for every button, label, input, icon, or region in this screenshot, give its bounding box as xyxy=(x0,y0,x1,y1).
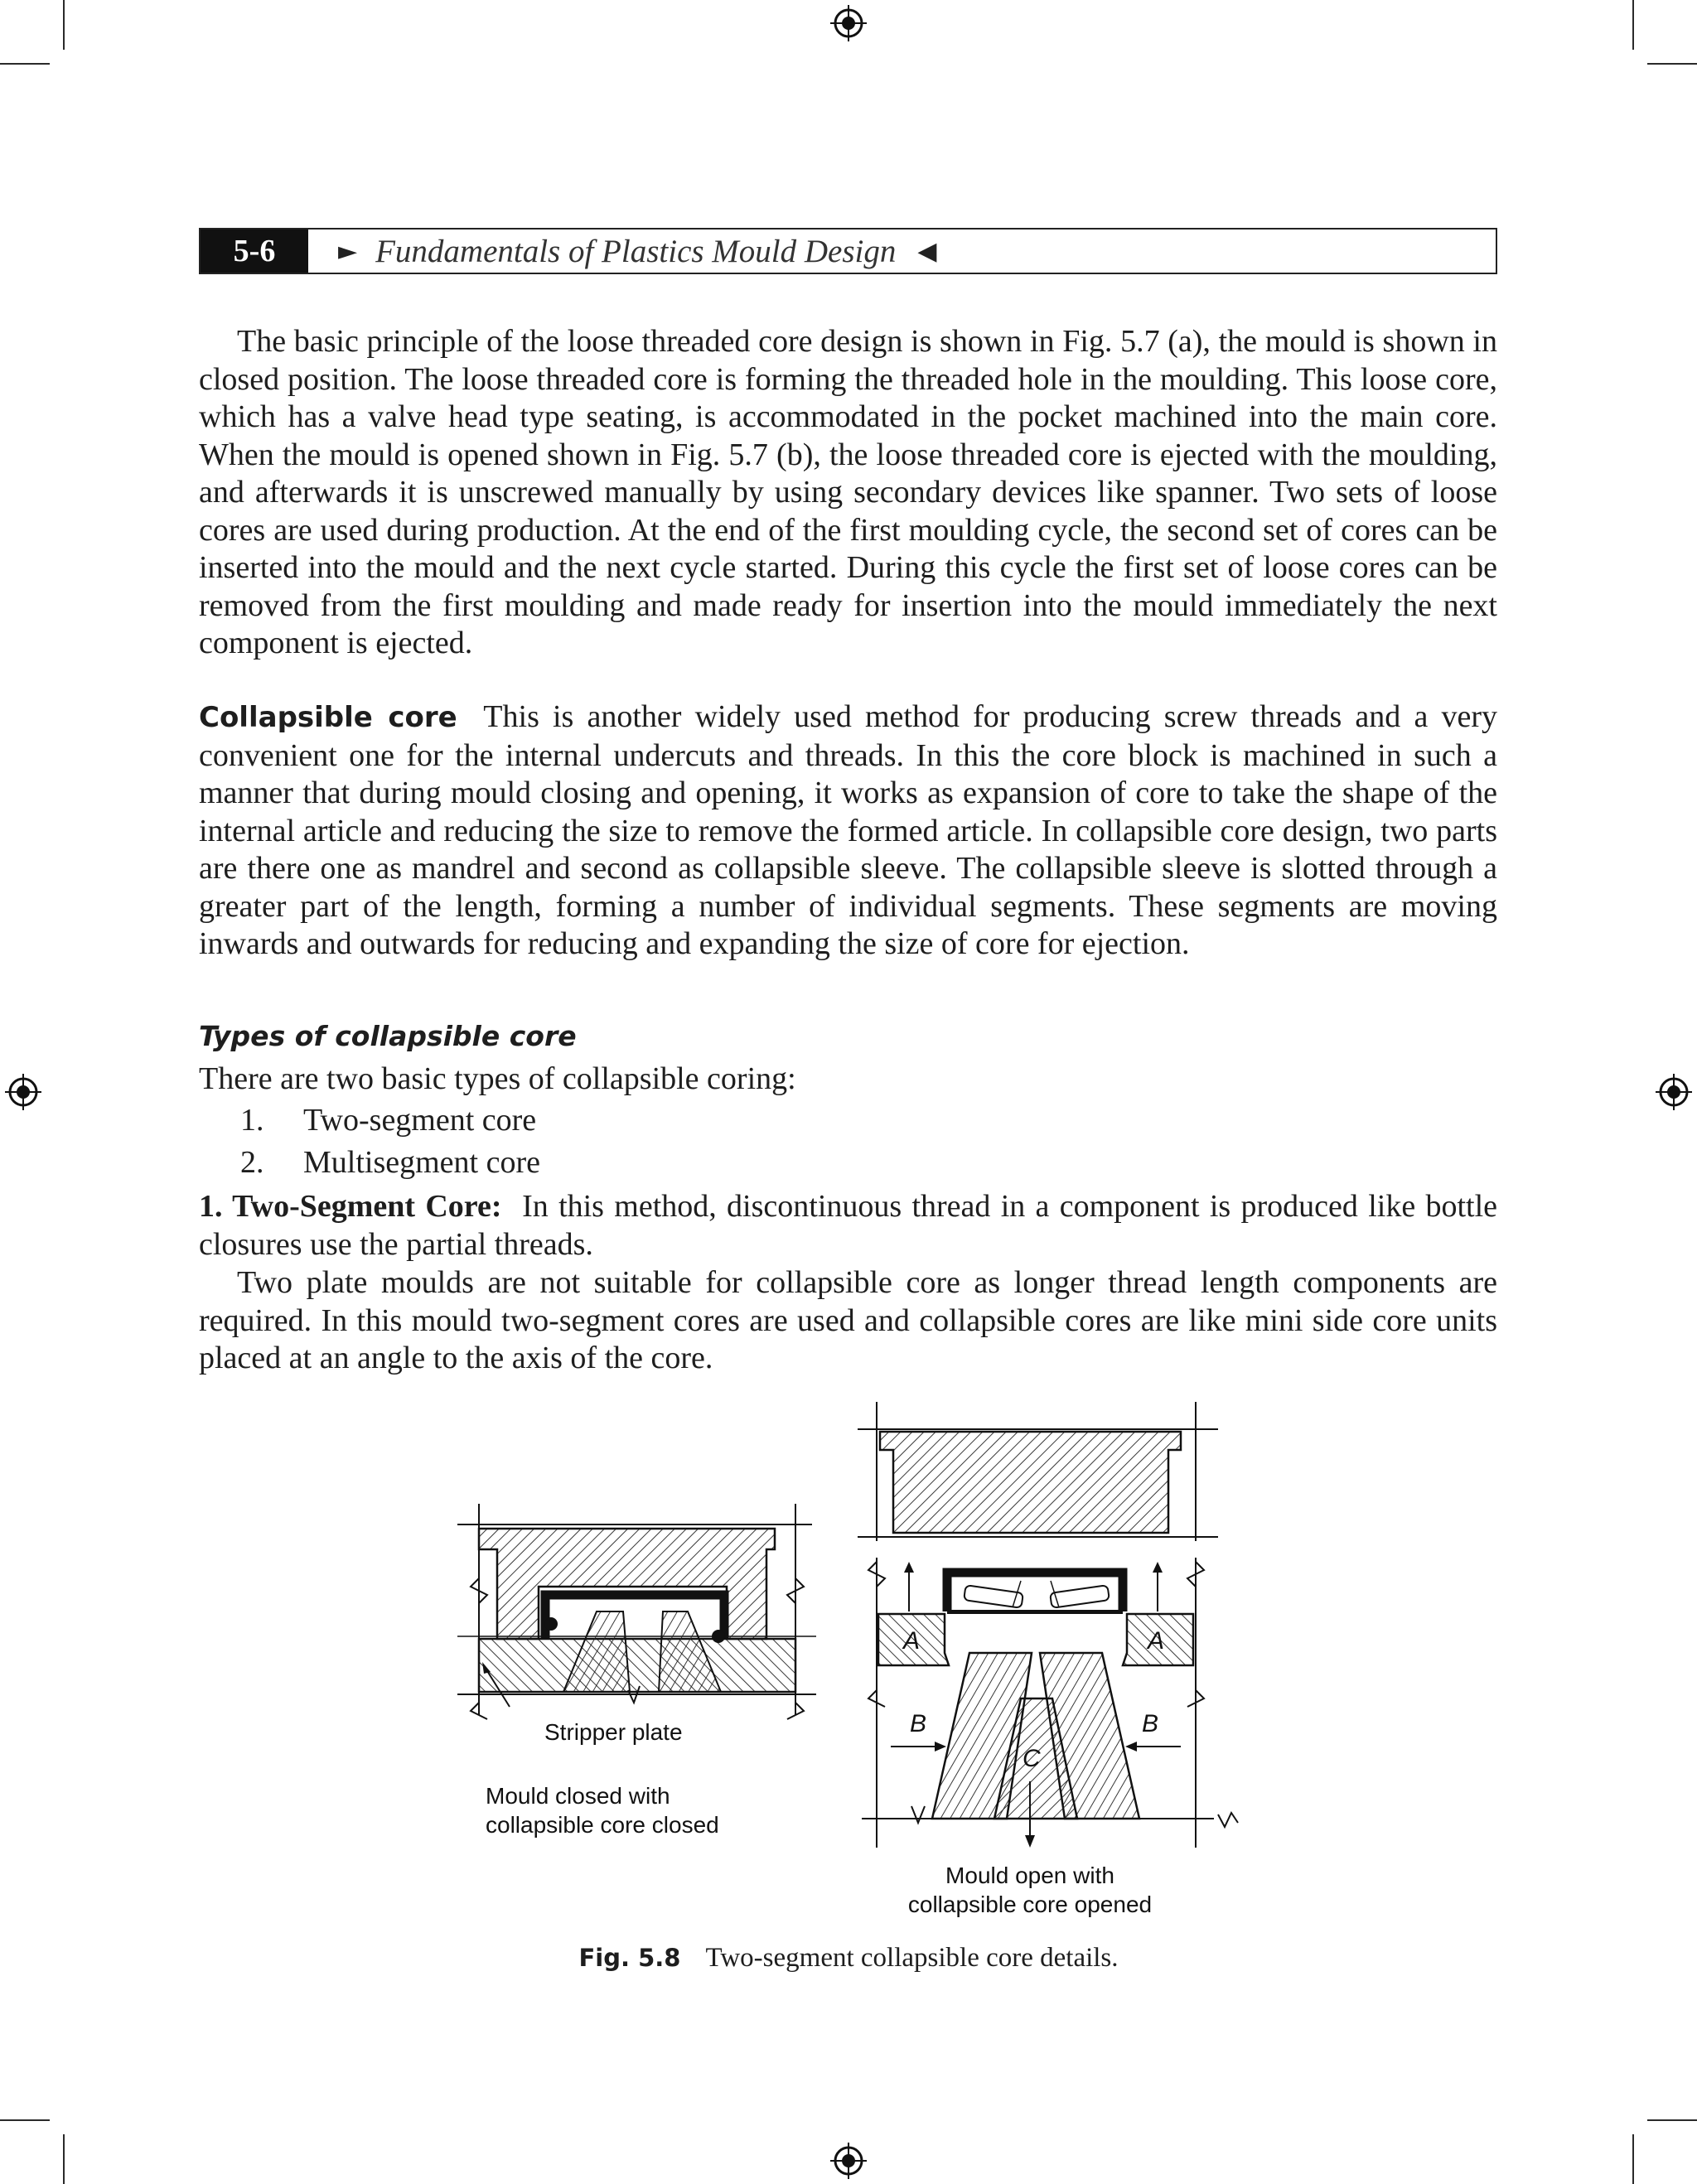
right-caption-line2: collapsible core opened xyxy=(907,1892,1153,1917)
registration-mark-icon xyxy=(5,1074,41,1110)
left-triangle-icon: ◀ xyxy=(917,236,937,266)
paragraph-two-plate: Two plate moulds are not suitable for collapsible core as longer thread length components are required. In this mould two-segment cores are used and collapsible cores are like mini side core units placed at an angle to the axis of the core. xyxy=(199,1265,1497,1375)
crop-mark xyxy=(63,0,65,50)
types-intro: There are two basic types of collapsible coring: xyxy=(199,1061,796,1096)
left-mould-diagram xyxy=(457,1504,816,1719)
crop-mark xyxy=(1632,2134,1634,2184)
page-number: 5-6 xyxy=(201,230,308,273)
paragraph-collapsible-core xyxy=(199,698,1497,964)
subheading-text: Types of collapsible core xyxy=(199,1020,577,1052)
list-label: Two-segment core xyxy=(303,1103,537,1138)
list-number: 2. xyxy=(240,1145,264,1180)
registration-mark-icon xyxy=(830,2143,867,2179)
figure-caption xyxy=(0,1943,1697,1974)
list-item xyxy=(240,1144,540,1181)
label-b-right: B xyxy=(1142,1710,1159,1737)
section-heading: Collapsible core xyxy=(199,701,457,734)
figure-caption-text: Two-segment collapsible core details. xyxy=(705,1943,1119,1973)
right-caption-line1: Mould open with xyxy=(945,1863,1114,1888)
section-body: This is another widely used method for producing screw threads and a very convenient one for the internal undercuts and threads. In this the core block is machined in such a manner that during mould closing and opening, it works as expansion of core to take the shape of the internal article and reducing the size to remove the formed article. In collapsible core design, two parts are there one as mandrel and second as collapsible sleeve. The collapsible sleeve is slotted through a greater part of the length, forming a number of individual segments. These segments are moving inwards and outwards for reducing and expanding the size of core for ejection. xyxy=(199,699,1497,961)
two-segment-heading: 1. Two-Segment Core: xyxy=(199,1189,502,1224)
running-header xyxy=(199,228,1497,274)
left-caption-line2: collapsible core closed xyxy=(486,1812,719,1838)
registration-mark-icon xyxy=(1656,1074,1692,1110)
label-b-left: B xyxy=(910,1710,927,1737)
crop-mark xyxy=(1647,2119,1697,2121)
right-triangle-icon: ► xyxy=(338,236,358,266)
paragraph-two-segment xyxy=(199,1188,1497,1264)
book-title: Fundamentals of Plastics Mould Design xyxy=(375,233,897,269)
paragraph-loose-core: The basic principle of the loose threaded core design is shown in Fig. 5.7 (a), the mould is shown in closed position. The loose threaded core is forming the threaded hole in the moulding. This loose core, which has a valve head type seating, is accommodated in the pocket machined into the main core. When the mould is opened shown in Fig. 5.7 (b), the loose threaded core is ejected with the moulding, and afterwards it is unscrewed manually by using secondary devices like spanner. Two sets of loose cores are used during production. At the end of the first moulding cycle, the second set of cores can be inserted into the mould and the next cycle started. During this cycle the first set of loose cores can be removed from the first moulding and made ready for insertion into the mould immediately the next component is ejected. xyxy=(199,324,1497,660)
label-a-left: A xyxy=(903,1627,921,1655)
label-a-right: A xyxy=(1148,1627,1165,1655)
two-segment-body: In this method, discontinuous thread in a component is produced like bottle closures use the partial threads. xyxy=(199,1189,1498,1262)
label-c: C xyxy=(1023,1745,1041,1772)
crop-mark xyxy=(63,2134,65,2184)
crop-mark xyxy=(0,63,50,65)
subheading xyxy=(199,1017,1497,1056)
figure-number: Fig. 5.8 xyxy=(578,1944,681,1972)
stripper-plate-label: Stripper plate xyxy=(544,1719,683,1745)
crop-mark xyxy=(0,2119,50,2121)
list-item xyxy=(240,1102,536,1139)
list-label: Multisegment core xyxy=(303,1145,540,1180)
crop-mark xyxy=(1632,0,1634,50)
right-mould-diagram xyxy=(858,1402,1238,1848)
left-caption-line1: Mould closed with xyxy=(486,1783,670,1809)
crop-mark xyxy=(1647,63,1697,65)
figure-5-8 xyxy=(0,1375,1697,1939)
registration-mark-icon xyxy=(830,5,867,41)
list-number: 1. xyxy=(240,1103,264,1138)
